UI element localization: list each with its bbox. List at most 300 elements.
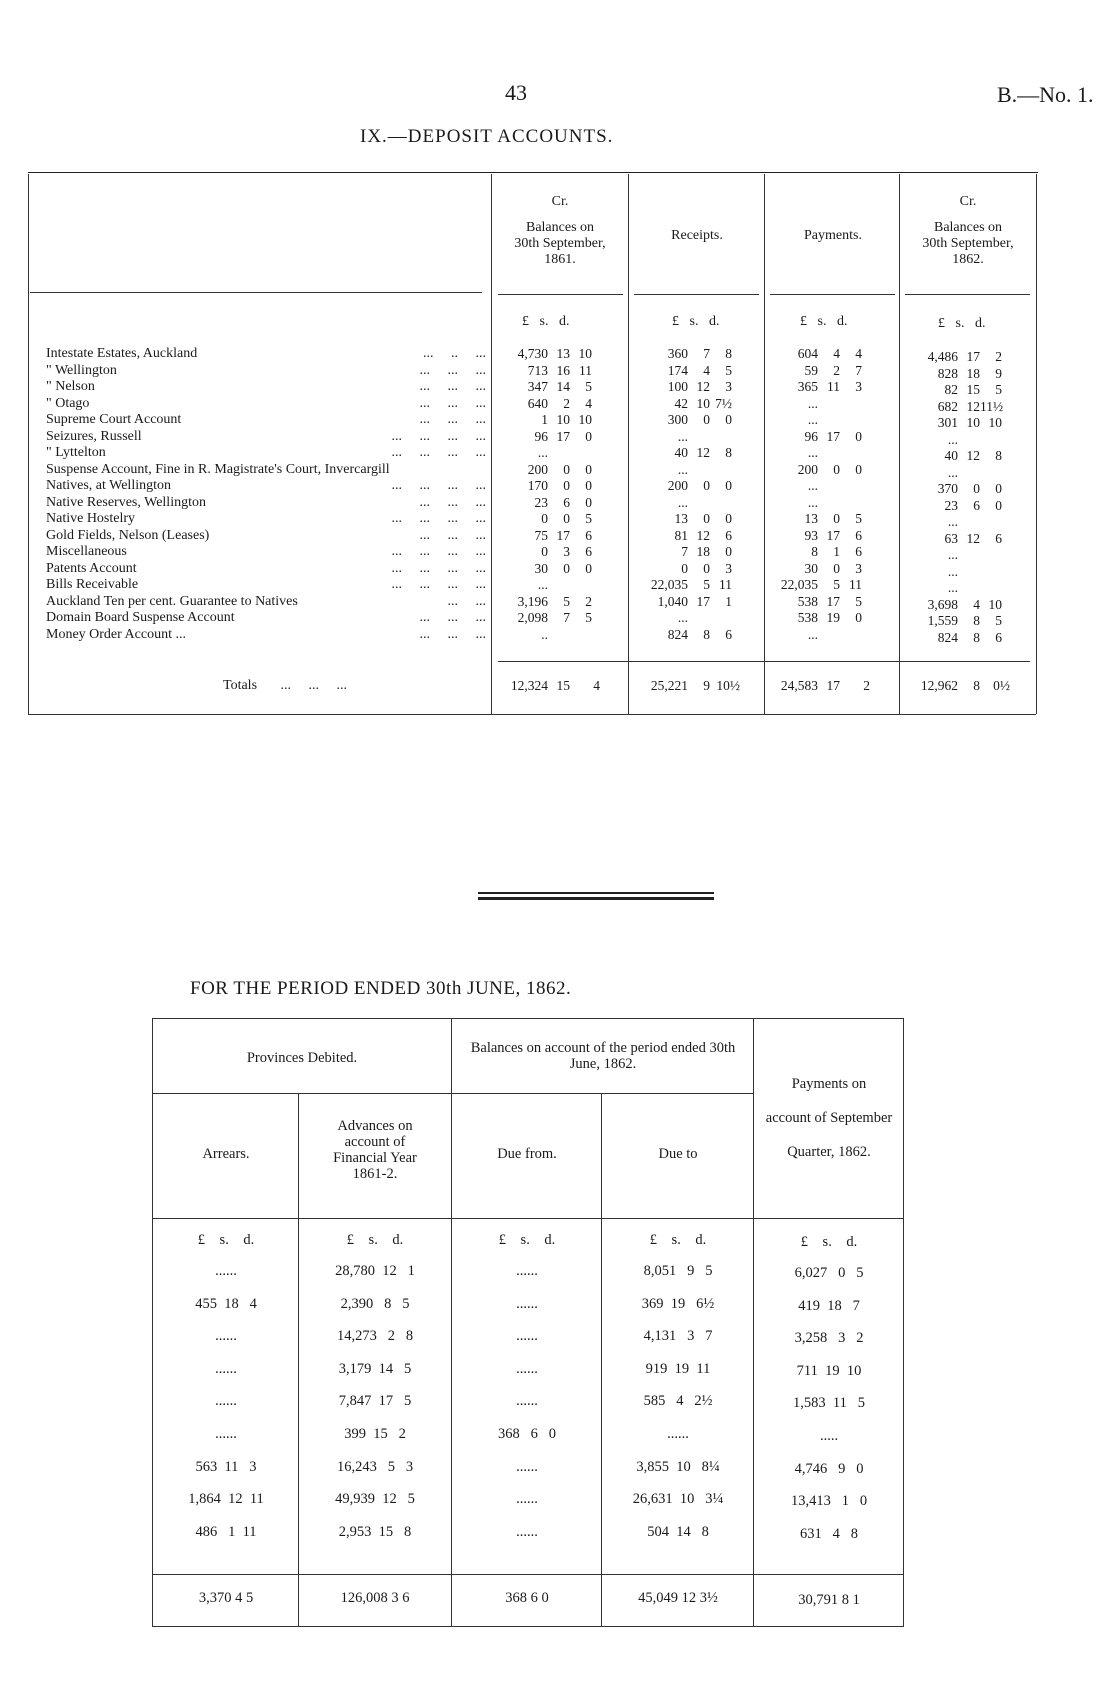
- amount-cell: [906, 465, 1002, 482]
- table-row-label: [46, 627, 486, 644]
- header-rule-labels: [30, 292, 482, 293]
- pounds: 301: [937, 415, 958, 430]
- cr-label: Cr.: [959, 194, 977, 209]
- pounds: 7: [681, 544, 688, 559]
- table-row-label: [46, 561, 486, 578]
- table-cell: 419 18 7: [798, 1297, 860, 1314]
- header-line: Receipts.: [671, 228, 723, 243]
- shillings: 10: [556, 412, 570, 427]
- pence: 8: [725, 346, 732, 361]
- table-cell: ......: [516, 1393, 538, 1410]
- column-payments: [755, 1265, 903, 1558]
- payments-header: [755, 1076, 903, 1160]
- amount-cell: [766, 396, 862, 413]
- amount-cell: [496, 396, 592, 413]
- shillings: 8: [973, 678, 980, 693]
- pence: 5: [995, 613, 1002, 628]
- units-due-from: £ s. d.: [498, 1232, 556, 1248]
- amount-cell: [636, 379, 732, 396]
- t2-header-rule-provinces: [152, 1093, 452, 1094]
- shillings: 8: [703, 626, 710, 642]
- amount-cell: [496, 511, 592, 528]
- pence: 0: [585, 560, 592, 576]
- pounds: 4,486: [927, 349, 958, 364]
- pounds: 200: [667, 478, 688, 493]
- amount-cell: [766, 610, 862, 627]
- table-row-label: [46, 594, 486, 611]
- table-row-label: [46, 495, 486, 512]
- ornament-rule: [478, 897, 714, 900]
- shillings: 2: [563, 395, 570, 411]
- table-cell: ......: [215, 1263, 237, 1279]
- pounds: ...: [537, 577, 548, 592]
- shillings: 0: [703, 478, 710, 493]
- amount-cell: [766, 577, 862, 594]
- column-balances-1861: [496, 346, 592, 643]
- pounds: ...: [807, 478, 818, 493]
- amount-cell: [906, 432, 1002, 449]
- pence: 0: [855, 428, 862, 444]
- shillings: 15: [556, 678, 570, 693]
- amount-cell: [766, 594, 862, 611]
- amount-cell: [636, 462, 732, 479]
- pounds: 200: [527, 461, 548, 477]
- table-cell: ......: [215, 1328, 237, 1345]
- col-header-c1: [493, 194, 627, 268]
- pounds: 93: [804, 527, 818, 543]
- pounds: 82: [944, 382, 958, 397]
- shillings: 5: [703, 577, 710, 592]
- pounds: 81: [674, 527, 688, 543]
- pence: 0: [725, 412, 732, 427]
- account-name: Native Reserves, Wellington: [46, 494, 206, 510]
- account-name: Patents Account: [46, 560, 137, 576]
- header-line: 1862.: [952, 252, 984, 267]
- amount-cell: [906, 382, 1002, 399]
- amount-cell: [766, 429, 862, 446]
- amount-cell: [766, 462, 862, 479]
- account-name: Supreme Court Account: [46, 412, 182, 427]
- pence: 6: [585, 544, 592, 559]
- pounds: 3,196: [517, 593, 548, 609]
- shillings: 0: [563, 461, 570, 477]
- amount-cell: [766, 346, 862, 363]
- total-value: 126,008 3 6: [340, 1590, 410, 1606]
- pence: 11: [849, 577, 862, 592]
- header-rule-c1: [498, 294, 623, 295]
- pounds: ...: [677, 610, 688, 625]
- table-row-label: [46, 445, 486, 462]
- amount-cell: [906, 448, 1002, 465]
- shillings: 0: [563, 511, 570, 526]
- shillings: 13: [556, 346, 570, 361]
- total-c4: [906, 678, 1010, 695]
- pounds: 13: [804, 511, 818, 526]
- pence: 10: [578, 412, 592, 427]
- leader-dots: ... ... ... ...: [391, 577, 486, 592]
- table-cell: 486 1 11: [195, 1523, 257, 1540]
- totals-dots: ... ... ...: [280, 678, 348, 693]
- totals-rule: [498, 661, 1030, 662]
- pence: 5: [725, 362, 732, 378]
- t2-left-border: [152, 1018, 153, 1626]
- account-name: Seizures, Russell: [46, 428, 142, 444]
- shillings: 17: [696, 593, 710, 609]
- table-row-label: [46, 429, 486, 446]
- table-cell: 563 11 3: [195, 1458, 257, 1475]
- header-line: 1861.: [544, 252, 576, 267]
- total-value: 30,791 8 1: [798, 1592, 860, 1608]
- pence: 0: [585, 461, 592, 477]
- amount-cell: [496, 495, 592, 512]
- table-cell: 13,413 1 0: [790, 1493, 868, 1510]
- total-value: 45,049 12 3½: [638, 1590, 718, 1606]
- shillings: 11: [827, 379, 840, 394]
- header-line: Payments.: [804, 228, 862, 243]
- provinces-debited-header: Provinces Debited.: [246, 1050, 358, 1066]
- ornament-rule: [478, 892, 714, 894]
- t2-right-border: [903, 1018, 904, 1626]
- account-name: " Nelson: [46, 379, 95, 394]
- pounds: 100: [667, 379, 688, 394]
- shillings: 8: [973, 613, 980, 628]
- pence: 4: [585, 395, 592, 411]
- pounds: 200: [797, 461, 818, 477]
- pounds: 370: [937, 481, 958, 496]
- pence: 6: [995, 530, 1002, 546]
- table-cell: 1,583 11 5: [793, 1395, 865, 1412]
- pence: 4: [593, 678, 600, 693]
- table-cell: 14,273 2 8: [336, 1328, 414, 1345]
- account-name: " Lyttelton: [46, 445, 106, 460]
- pence: 10: [988, 415, 1002, 430]
- table-row-label: [46, 544, 486, 561]
- total-value: 368 6 0: [505, 1590, 549, 1606]
- shillings: 4: [973, 596, 980, 612]
- column-arrears: [154, 1263, 298, 1556]
- table-cell: 3,179 14 5: [338, 1360, 412, 1377]
- section-ornament: [478, 892, 714, 903]
- leader-dots: ... ... ...: [419, 626, 486, 642]
- shillings: 0: [833, 461, 840, 477]
- shillings: 12: [696, 445, 710, 460]
- shillings: 7: [703, 346, 710, 361]
- table-cell: ......: [516, 1328, 538, 1345]
- table-cell: 26,631 10 3¼: [632, 1491, 724, 1508]
- table-row-label: [46, 396, 486, 413]
- pounds: 96: [534, 428, 548, 444]
- pounds: 174: [667, 362, 688, 378]
- units-c1: £ s. d.: [522, 314, 570, 329]
- amount-cell: [906, 580, 1002, 597]
- pounds: 4,730: [517, 346, 548, 361]
- pence: 0: [995, 481, 1002, 496]
- table-cell: 455 18 4: [195, 1295, 257, 1312]
- account-name: Miscellaneous: [46, 544, 127, 559]
- amount-cell: [496, 544, 592, 561]
- amount-cell: [496, 561, 592, 578]
- shillings: 12: [696, 527, 710, 543]
- document-reference: B.—No. 1.: [997, 82, 1094, 107]
- amount-cell: [496, 429, 592, 446]
- table-right-border: [1036, 174, 1037, 714]
- amount-cell: [496, 363, 592, 380]
- pounds: ...: [807, 626, 818, 642]
- pounds: 538: [797, 593, 818, 609]
- shillings: 18: [966, 365, 980, 381]
- units-due-to: £ s. d.: [649, 1232, 707, 1248]
- leader-dots: ... ... ...: [419, 494, 486, 510]
- pence: 6: [855, 544, 862, 559]
- table-cell: ......: [516, 1491, 538, 1508]
- account-name: Intestate Estates, Auckland: [46, 346, 198, 361]
- totals-label: Totals: [223, 678, 258, 693]
- pounds: 13: [674, 511, 688, 526]
- shillings: 0: [703, 560, 710, 576]
- total-advances: [300, 1590, 450, 1623]
- leader-dots: ... ... ...: [419, 527, 486, 543]
- table-cell: 3,855 10 8¼: [636, 1458, 720, 1475]
- pence: 6: [995, 629, 1002, 645]
- pence: 5: [585, 379, 592, 394]
- pounds: 682: [937, 398, 958, 414]
- table-cell: 368 6 0: [498, 1425, 556, 1442]
- row-labels: [46, 346, 486, 643]
- account-name: Native Hostelry: [46, 511, 136, 526]
- leader-dots: ... ... ...: [419, 362, 486, 378]
- total-c3: [766, 678, 870, 695]
- leader-dots: ... ... ... ...: [391, 544, 486, 559]
- amount-cell: [766, 363, 862, 380]
- amount-cell: [906, 597, 1002, 614]
- pence: 6: [725, 527, 732, 543]
- amount-cell: [496, 462, 592, 479]
- pounds: 59: [804, 362, 818, 378]
- pence: 2: [585, 593, 592, 609]
- amount-cell: [906, 613, 1002, 630]
- pounds: 828: [937, 365, 958, 381]
- pence: 2: [995, 349, 1002, 364]
- total-due-to: [603, 1590, 753, 1623]
- header-line: 30th September,: [922, 236, 1014, 251]
- pounds: 2,098: [517, 610, 548, 625]
- account-name: Natives, at Wellington: [46, 478, 171, 493]
- header-line: Financial Year: [333, 1150, 417, 1166]
- amount-cell: [766, 412, 862, 429]
- col-divider-3: [764, 174, 765, 714]
- shillings: 10: [696, 395, 710, 411]
- pounds: 24,583: [780, 678, 818, 693]
- pounds: 22,035: [650, 577, 688, 592]
- pounds: 25,221: [650, 678, 688, 693]
- shillings: 12: [696, 379, 710, 394]
- pence: 8: [995, 448, 1002, 463]
- advances-header: [300, 1118, 450, 1182]
- shillings: 2: [833, 362, 840, 378]
- amount-cell: [906, 366, 1002, 383]
- shillings: 19: [826, 610, 840, 625]
- pounds: 22,035: [780, 577, 818, 592]
- pence: 11: [719, 577, 732, 592]
- table-cell: 49,939 12 5: [335, 1491, 415, 1508]
- pounds: ...: [807, 445, 818, 460]
- account-name: " Wellington: [46, 362, 117, 378]
- column-balances-1862: [906, 349, 1002, 646]
- table-cell: 2,390 8 5: [340, 1295, 410, 1312]
- page-number: 43: [505, 80, 527, 105]
- column-due-to: [603, 1263, 753, 1556]
- leader-dots: ... ... ... ...: [391, 445, 486, 460]
- amount-cell: [766, 445, 862, 462]
- shillings: 0: [703, 511, 710, 526]
- header-line: Advances on: [337, 1118, 413, 1134]
- pence: 5: [855, 593, 862, 609]
- amount-cell: [636, 610, 732, 627]
- pence: 5: [585, 610, 592, 625]
- table-cell: 2,953 15 8: [338, 1523, 412, 1540]
- amount-cell: [496, 627, 592, 644]
- table-row-label: [46, 478, 486, 495]
- t2-bottom-rule: [152, 1626, 904, 1627]
- pounds: 30: [534, 560, 548, 576]
- units-c2: £ s. d.: [672, 314, 720, 329]
- account-name: Gold Fields, Nelson (Leases): [46, 527, 210, 543]
- pounds: 365: [797, 379, 818, 394]
- leader-dots: ... ...: [447, 593, 486, 609]
- table-row-label: [46, 462, 486, 479]
- pence: 0: [725, 544, 732, 559]
- shillings: 8: [973, 629, 980, 645]
- pounds: 8: [811, 544, 818, 559]
- t2-divider-due: [601, 1093, 602, 1626]
- t2-divider-arrears: [298, 1093, 299, 1626]
- pounds: ..: [541, 626, 548, 642]
- amount-cell: [766, 528, 862, 545]
- shillings: 16: [556, 362, 570, 378]
- shillings: 0: [563, 560, 570, 576]
- leader-dots: ... ... ... ...: [391, 511, 486, 526]
- amount-cell: [636, 396, 732, 413]
- amount-cell: [766, 511, 862, 528]
- amount-cell: [636, 363, 732, 380]
- pence: 0: [585, 494, 592, 510]
- col-header-c4: [901, 194, 1035, 268]
- pounds: 824: [667, 626, 688, 642]
- amount-cell: [906, 531, 1002, 548]
- arrears-header: Arrears.: [202, 1146, 250, 1162]
- account-name: Money Order Account ...: [46, 626, 186, 642]
- amount-cell: [496, 379, 592, 396]
- pence: 3: [725, 379, 732, 394]
- pounds: 40: [944, 448, 958, 463]
- amount-cell: [496, 445, 592, 462]
- pence: 10½: [716, 678, 740, 693]
- amount-cell: [636, 429, 732, 446]
- amount-cell: [906, 349, 1002, 366]
- pence: 3: [725, 560, 732, 576]
- amount-cell: [496, 478, 592, 495]
- table-cell: 6,027 0 5: [794, 1265, 864, 1281]
- amount-cell: [906, 514, 1002, 531]
- amount-cell: [636, 445, 732, 462]
- shillings: 5: [563, 593, 570, 609]
- pounds: ...: [807, 494, 818, 510]
- pence: 0: [585, 478, 592, 493]
- pence: 6: [725, 626, 732, 642]
- table-cell: 8,051 9 5: [643, 1263, 713, 1279]
- shillings: 12: [966, 398, 980, 414]
- pence: 10: [988, 596, 1002, 612]
- table-cell: 585 4 2½: [643, 1393, 713, 1410]
- shillings: 0: [833, 560, 840, 576]
- pounds: 640: [527, 395, 548, 411]
- account-name: " Otago: [46, 395, 90, 411]
- pounds: 23: [534, 494, 548, 510]
- table-bottom-rule: [28, 714, 1036, 715]
- shillings: 17: [826, 527, 840, 543]
- table-cell: ......: [215, 1393, 237, 1410]
- leader-dots: ... ... ... ...: [391, 478, 486, 493]
- pounds: ...: [537, 445, 548, 460]
- table-cell: ......: [516, 1523, 538, 1540]
- shillings: 15: [966, 382, 980, 397]
- units-arrears: £ s. d.: [197, 1232, 255, 1248]
- pounds: 1,040: [657, 593, 688, 609]
- shillings: 17: [826, 593, 840, 609]
- shillings: 6: [973, 497, 980, 513]
- amount-cell: [906, 547, 1002, 564]
- period-title: FOR THE PERIOD ENDED 30th JUNE, 1862.: [190, 978, 572, 999]
- table-row-label: [46, 379, 486, 396]
- pounds: ...: [947, 514, 958, 529]
- amount-cell: [636, 594, 732, 611]
- leader-dots: ... .. ...: [423, 346, 486, 361]
- shillings: 18: [696, 544, 710, 559]
- t2-header-rule-balances: [451, 1093, 753, 1094]
- pounds: 30: [804, 560, 818, 576]
- leader-dots: ... ... ...: [419, 395, 486, 411]
- pence: 6: [855, 527, 862, 543]
- amount-cell: [636, 478, 732, 495]
- amount-cell: [906, 564, 1002, 581]
- amount-cell: [636, 561, 732, 578]
- pounds: ...: [807, 412, 818, 427]
- amount-cell: [906, 481, 1002, 498]
- pence: 3: [855, 379, 862, 394]
- shillings: 9: [703, 678, 710, 693]
- table-cell: 4,131 3 7: [643, 1328, 713, 1345]
- amount-cell: [906, 498, 1002, 515]
- pounds: ...: [947, 580, 958, 595]
- table-cell: ......: [516, 1263, 538, 1279]
- pounds: 75: [534, 527, 548, 543]
- table-cell: ......: [516, 1360, 538, 1377]
- pence: 1: [725, 593, 732, 609]
- pounds: 170: [527, 478, 548, 493]
- pounds: 824: [937, 629, 958, 645]
- leader-dots: ... ... ... ...: [391, 428, 486, 444]
- account-name: Auckland Ten per cent. Guarantee to Natives: [46, 593, 298, 609]
- table-row-label: [46, 610, 486, 627]
- due-from-header: Due from.: [497, 1146, 557, 1162]
- amount-cell: [636, 544, 732, 561]
- shillings: 7: [563, 610, 570, 625]
- pence: 0½: [993, 678, 1010, 693]
- pence: 5: [585, 511, 592, 526]
- account-name: Bills Receivable: [46, 577, 139, 592]
- pounds: 63: [944, 530, 958, 546]
- shillings: 0: [703, 412, 710, 427]
